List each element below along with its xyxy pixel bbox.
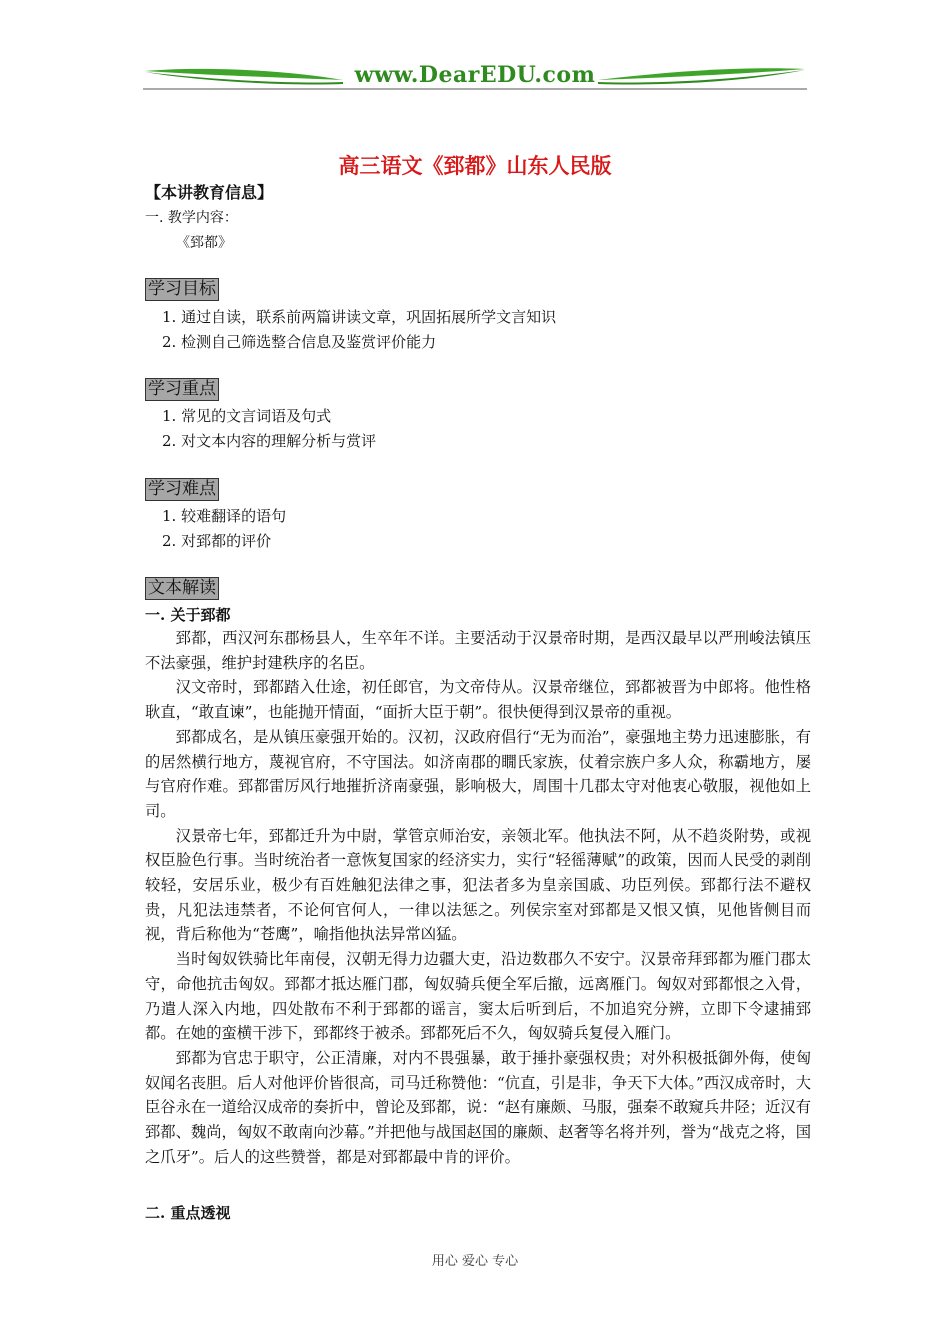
- info-heading: 【本讲教育信息】: [145, 183, 274, 202]
- site-url[interactable]: www.DearEDU.com: [354, 62, 596, 88]
- section-label-difficult: 学习难点: [145, 478, 219, 501]
- header-banner: [143, 58, 807, 94]
- section-label-key: 学习重点: [145, 378, 219, 401]
- paragraph: 郅都成名，是从镇压豪强开始的。汉初，汉政府倡行“无为而治”，豪强地主势力迅速膨胀，有的居然横行地方，蔑视官府，不守国法。如济南郡的瞯氏家族，仗着宗族户多人众，称霸地方，屡与官府作难。郅都雷厉风行地摧折济南豪强，影响极大，周围十几郡太守对他衷心敬服，视他如上司。: [145, 727, 811, 820]
- paragraph: 汉景帝七年，郅都迁升为中尉，掌管京师治安，亲领北军。他执法不阿，从不趋炎附势，或视权臣脸色行事。当时统治者一意恢复国家的经济实力，实行“轻徭薄赋”的政策，因而人民受的剥削较轻，安居乐业，极少有百姓触犯法律之事，犯法者多为皇亲国戚、功臣列侯。郅都行法不避权贵，凡犯法违禁者，不论何官何人，一律以法惩之。列侯宗室对郅都是又恨又慎，见他皆侧目而视，背后称他为“苍鹰”，喻指他执法异常凶猛。: [145, 826, 811, 944]
- content-value: 《郅都》: [176, 235, 232, 251]
- body-text: [145, 626, 811, 1169]
- page-footer: 用心 爱心 专心: [431, 1254, 519, 1269]
- section-label-goals: 学习目标: [145, 278, 219, 301]
- part1-heading: 一. 关于郅都: [145, 606, 231, 624]
- list-item: 2. 对文本内容的理解分析与赏评: [162, 432, 377, 450]
- paragraph: 汉文帝时，郅都踏入仕途，初任郎官，为文帝侍从。汉景帝继位，郅都被晋为中郎将。他性格耿直，“敢直谏”，也能抛开情面，“面折大臣于朝”。很快便得到汉景帝的重视。: [145, 678, 811, 722]
- document-title: 高三语文《郅都》山东人民版: [338, 153, 612, 178]
- paragraph: 郅都为官忠于职守，公正清廉，对内不畏强暴，敢于捶扑豪强权贵；对外积极抵御外侮，使匈奴闻名丧胆。后人对他评价皆很高，司马迁称赞他：“伉直，引是非，争天下大体。”西汉成帝时，大臣谷永在一道给汉成帝的奏折中，曾论及郅都，说：“赵有廉颇、马服，强秦不敢窥兵井陉；近汉有郅都、魏尚，匈奴不敢南向沙幕。”并把他与战国赵国的廉颇、赵奢等名将并列，誉为“战克之将，国之爪牙”。后人的这些赞誉，都是对郅都最中肯的评价。: [145, 1048, 811, 1166]
- part2-heading: 二. 重点透视: [145, 1204, 231, 1222]
- content-label: 一. 教学内容：: [145, 210, 238, 226]
- paragraph: 郅都，西汉河东郡杨县人，生卒年不详。主要活动于汉景帝时期，是西汉最早以严刑峻法镇压不法豪强，维护封建秩序的名臣。: [145, 629, 811, 672]
- section-label-reading: 文本解读: [145, 577, 219, 600]
- list-item: 1. 常见的文言词语及句式: [162, 407, 332, 425]
- list-item: 1. 较难翻译的语句: [162, 507, 287, 525]
- list-item: 2. 对郅都的评价: [162, 532, 272, 550]
- list-item: 1. 通过自读，联系前两篇讲读文章，巩固拓展所学文言知识: [162, 308, 557, 326]
- list-item: 2. 检测自己筛选整合信息及鉴赏评价能力: [162, 333, 437, 351]
- paragraph: 当时匈奴铁骑比年南侵，汉朝无得力边疆大吏，沿边数郡久不安宁。汉景帝拜郅都为雁门郡太守，命他抗击匈奴。郅都才抵达雁门郡，匈奴骑兵便全军后撤，远离雁门。匈奴对郅都恨之入骨，乃遣人深入内地，四处散布不利于郅都的谣言，窦太后听到后，不加追究分辨，立即下令逮捕郅都。在她的蛮横干涉下，郅都终于被杀。郅都死后不久，匈奴骑兵复侵入雁门。: [145, 950, 811, 1043]
